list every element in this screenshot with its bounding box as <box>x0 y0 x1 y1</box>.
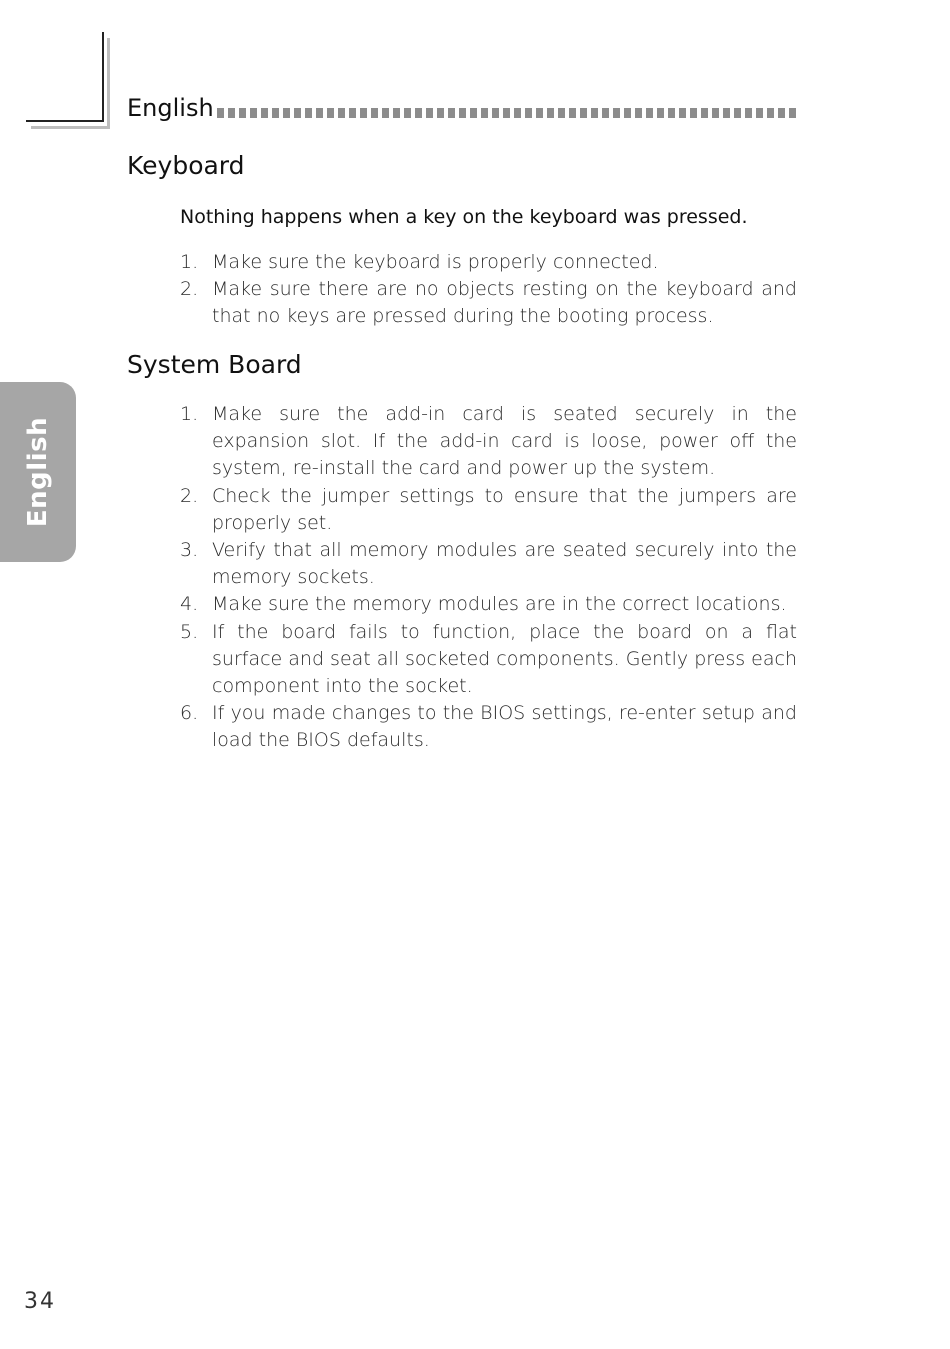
list-item <box>180 700 797 754</box>
section-title-keyboard: Keyboard <box>127 151 245 180</box>
list-item-text: If the board fails to function, place the board on a flat surface and seat all socketed components. Gently press each component into the socket. <box>212 620 797 698</box>
list-item <box>180 276 797 330</box>
list-item-number: 2. <box>180 484 199 507</box>
header-language-label: English <box>127 94 214 122</box>
list-item-text: Make sure the keyboard is properly connected. <box>212 251 659 273</box>
list-item <box>180 401 797 483</box>
language-side-tab <box>0 382 76 562</box>
list-item-text: Check the jumper settings to ensure that the jumpers are properly set. <box>212 484 797 534</box>
corner-crop-mark <box>26 32 104 122</box>
list-item-number: 6. <box>180 702 199 725</box>
list-item-number: 3. <box>180 539 199 562</box>
list-item-number: 2. <box>180 278 199 301</box>
section-title-system-board: System Board <box>127 350 302 379</box>
list-item-text: Verify that all memory modules are seated securely into the memory sockets. <box>212 539 797 589</box>
keyboard-symptom-heading: Nothing happens when a key on the keyboard was pressed. <box>180 206 748 228</box>
list-item-number: 1. <box>180 251 199 273</box>
list-item-text: Make sure the add-in card is seated securely in the expansion slot. If the add-in card is loose, power off the system, re-install the card and power up the system. <box>212 403 797 480</box>
list-item-text: Make sure there are no objects resting on the keyboard and that no keys are pressed during the booting process. <box>212 278 797 328</box>
list-item-number: 1. <box>180 403 199 425</box>
list-item <box>180 619 797 701</box>
header-dotted-rule <box>217 108 797 118</box>
list-item-number: 5. <box>180 620 199 643</box>
list-item <box>180 591 797 618</box>
side-tab-label: English <box>23 416 54 528</box>
keyboard-steps-list <box>180 249 797 331</box>
list-item <box>180 483 797 537</box>
list-item <box>180 249 797 276</box>
system-board-steps-list <box>180 401 797 755</box>
list-item-text: Make sure the memory modules are in the correct locations. <box>212 593 787 616</box>
list-item-text: If you made changes to the BIOS settings, re-enter setup and load the BIOS defaults. <box>212 702 797 752</box>
list-item <box>180 537 797 591</box>
page-number: 34 <box>24 1289 56 1314</box>
list-item-number: 4. <box>180 593 199 616</box>
